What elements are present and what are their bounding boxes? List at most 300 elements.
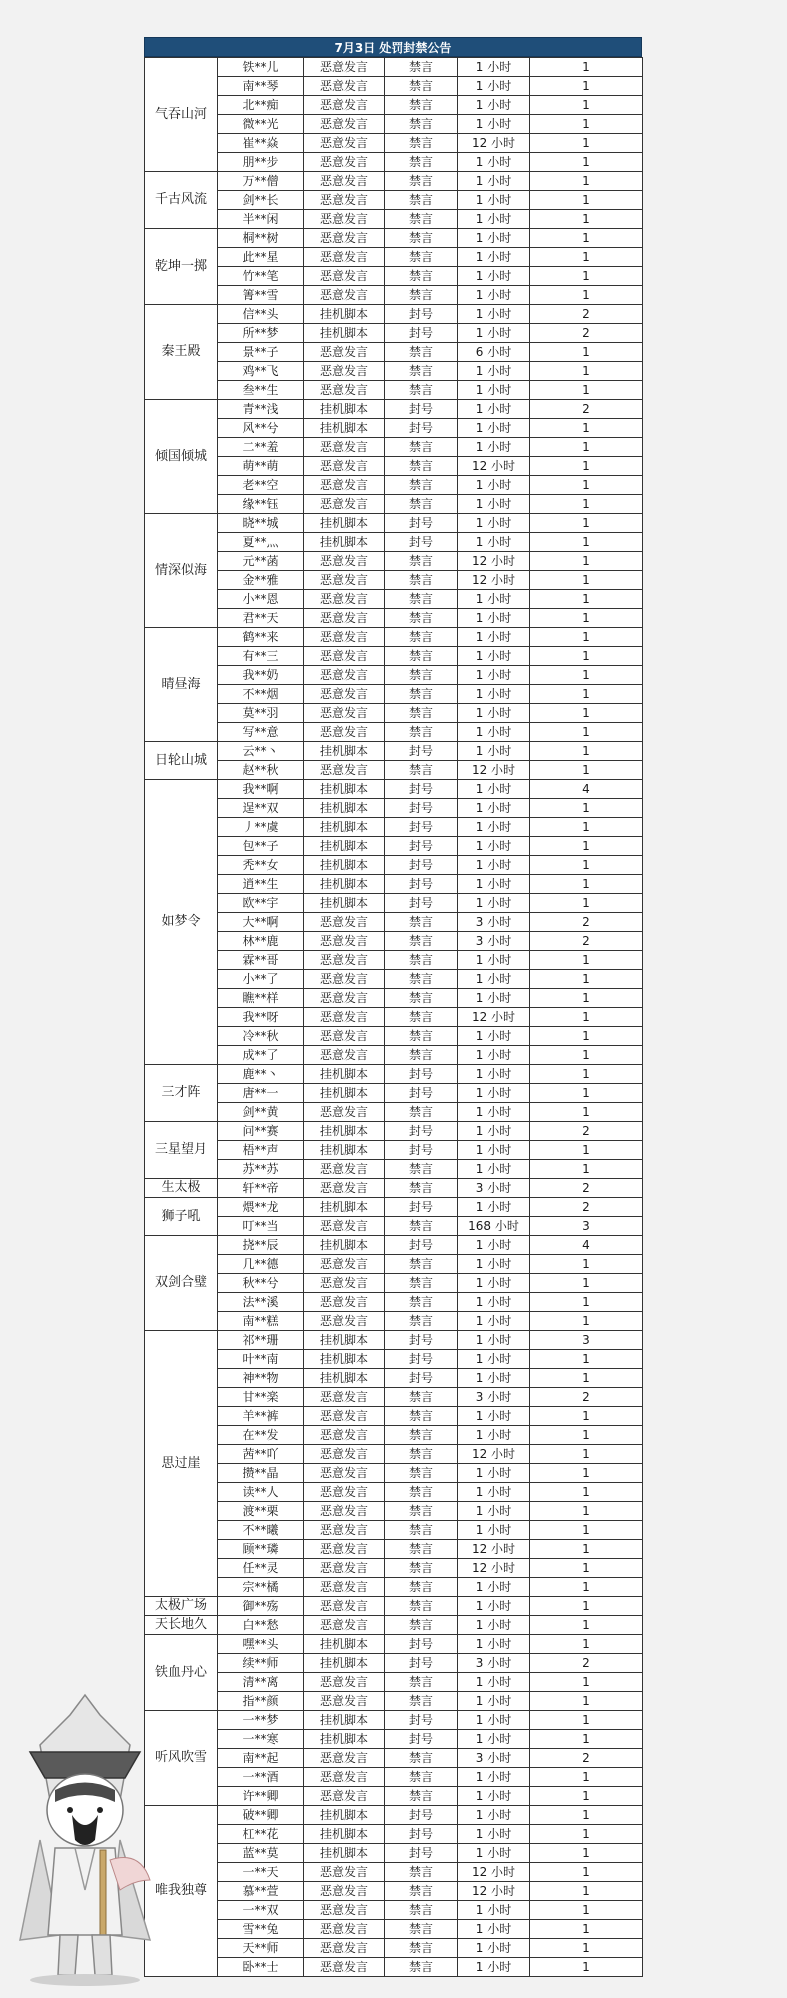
cell-count: 1 xyxy=(530,1464,643,1483)
cell-count: 2 xyxy=(530,932,643,951)
cell-penalty: 封号 xyxy=(385,1084,458,1103)
table-row xyxy=(145,1141,643,1160)
cell-reason: 挂机脚本 xyxy=(304,533,385,552)
cell-duration: 1 小时 xyxy=(458,1901,530,1920)
cell-duration: 1 小时 xyxy=(458,1635,530,1654)
cell-name: 鹿**丶 xyxy=(218,1065,304,1084)
cell-duration: 1 小时 xyxy=(458,1312,530,1331)
cell-name: 小**了 xyxy=(218,970,304,989)
cell-duration: 1 小时 xyxy=(458,1521,530,1540)
cell-count: 1 xyxy=(530,1692,643,1711)
server-name: 生太极 xyxy=(145,1179,218,1198)
cell-penalty: 封号 xyxy=(385,1350,458,1369)
server-name: 乾坤一掷 xyxy=(145,229,218,305)
table-row xyxy=(145,970,643,989)
cell-name: 叶**南 xyxy=(218,1350,304,1369)
cell-name: 竹**笔 xyxy=(218,267,304,286)
cell-duration: 1 小时 xyxy=(458,837,530,856)
cell-name: 此**星 xyxy=(218,248,304,267)
cell-name: 卧**士 xyxy=(218,1958,304,1977)
cell-penalty: 禁言 xyxy=(385,343,458,362)
table-row xyxy=(145,210,643,229)
cell-count: 1 xyxy=(530,191,643,210)
cell-penalty: 封号 xyxy=(385,837,458,856)
cell-penalty: 禁言 xyxy=(385,1958,458,1977)
cell-duration: 12 小时 xyxy=(458,1882,530,1901)
server-name: 思过崖 xyxy=(145,1331,218,1597)
cell-penalty: 禁言 xyxy=(385,1578,458,1597)
cell-reason: 恶意发言 xyxy=(304,970,385,989)
cell-penalty: 封号 xyxy=(385,742,458,761)
cell-reason: 恶意发言 xyxy=(304,134,385,153)
cell-duration: 1 小时 xyxy=(458,1768,530,1787)
cell-penalty: 禁言 xyxy=(385,989,458,1008)
cell-count: 1 xyxy=(530,495,643,514)
cell-penalty: 禁言 xyxy=(385,1445,458,1464)
cell-reason: 挂机脚本 xyxy=(304,799,385,818)
cell-name: 北**痴 xyxy=(218,96,304,115)
cell-duration: 1 小时 xyxy=(458,533,530,552)
cell-count: 1 xyxy=(530,533,643,552)
cell-reason: 恶意发言 xyxy=(304,476,385,495)
cell-duration: 12 小时 xyxy=(458,134,530,153)
cell-count: 1 xyxy=(530,1540,643,1559)
table-row xyxy=(145,951,643,970)
cell-name: 轩**帝 xyxy=(218,1179,304,1198)
cell-duration: 1 小时 xyxy=(458,286,530,305)
cell-name: 神**物 xyxy=(218,1369,304,1388)
table-row xyxy=(145,362,643,381)
cell-duration: 3 小时 xyxy=(458,932,530,951)
cell-count: 1 xyxy=(530,153,643,172)
cell-reason: 恶意发言 xyxy=(304,381,385,400)
cell-count: 1 xyxy=(530,1483,643,1502)
cell-count: 1 xyxy=(530,1046,643,1065)
cell-reason: 挂机脚本 xyxy=(304,780,385,799)
cell-count: 1 xyxy=(530,1445,643,1464)
cell-penalty: 禁言 xyxy=(385,1597,458,1616)
cell-penalty: 禁言 xyxy=(385,932,458,951)
cell-count: 1 xyxy=(530,286,643,305)
cell-name: 青**浅 xyxy=(218,400,304,419)
cell-penalty: 禁言 xyxy=(385,381,458,400)
cell-name: 许**卿 xyxy=(218,1787,304,1806)
cell-count: 1 xyxy=(530,685,643,704)
cell-duration: 3 小时 xyxy=(458,1179,530,1198)
cell-reason: 恶意发言 xyxy=(304,495,385,514)
cell-reason: 恶意发言 xyxy=(304,1521,385,1540)
cell-penalty: 封号 xyxy=(385,514,458,533)
cell-name: 南**琴 xyxy=(218,77,304,96)
cell-count: 1 xyxy=(530,210,643,229)
cell-reason: 恶意发言 xyxy=(304,1882,385,1901)
table-row xyxy=(145,1198,643,1217)
table-row xyxy=(145,875,643,894)
cell-penalty: 封号 xyxy=(385,894,458,913)
cell-name: 景**子 xyxy=(218,343,304,362)
cell-penalty: 禁言 xyxy=(385,1046,458,1065)
cell-reason: 恶意发言 xyxy=(304,267,385,286)
cell-count: 1 xyxy=(530,362,643,381)
cell-duration: 1 小时 xyxy=(458,495,530,514)
cell-reason: 恶意发言 xyxy=(304,1483,385,1502)
cell-count: 1 xyxy=(530,647,643,666)
table-row xyxy=(145,1578,643,1597)
cell-penalty: 禁言 xyxy=(385,1464,458,1483)
cell-duration: 1 小时 xyxy=(458,1236,530,1255)
server-name: 铁血丹心 xyxy=(145,1635,218,1711)
cell-count: 1 xyxy=(530,666,643,685)
cell-count: 1 xyxy=(530,628,643,647)
table-row xyxy=(145,989,643,1008)
cell-penalty: 封号 xyxy=(385,419,458,438)
cell-reason: 恶意发言 xyxy=(304,1179,385,1198)
cell-reason: 恶意发言 xyxy=(304,1008,385,1027)
cell-name: 我**奶 xyxy=(218,666,304,685)
cell-penalty: 禁言 xyxy=(385,1939,458,1958)
cell-count: 1 xyxy=(530,1844,643,1863)
cell-count: 1 xyxy=(530,58,643,77)
cell-duration: 3 小时 xyxy=(458,1388,530,1407)
table-row xyxy=(145,1749,643,1768)
cell-name: 桐**树 xyxy=(218,229,304,248)
table-row xyxy=(145,400,643,419)
cell-penalty: 禁言 xyxy=(385,1616,458,1635)
table-row xyxy=(145,1616,643,1635)
cell-duration: 1 小时 xyxy=(458,1787,530,1806)
cell-reason: 恶意发言 xyxy=(304,210,385,229)
table-row xyxy=(145,153,643,172)
cell-duration: 1 小时 xyxy=(458,1616,530,1635)
cell-count: 1 xyxy=(530,1597,643,1616)
table-row xyxy=(145,1160,643,1179)
table-row xyxy=(145,96,643,115)
cell-reason: 恶意发言 xyxy=(304,1768,385,1787)
cell-reason: 恶意发言 xyxy=(304,1103,385,1122)
table-row xyxy=(145,1293,643,1312)
cell-name: 崔**焱 xyxy=(218,134,304,153)
cell-name: 叮**当 xyxy=(218,1217,304,1236)
cell-count: 1 xyxy=(530,267,643,286)
cell-name: 清**离 xyxy=(218,1673,304,1692)
cell-count: 1 xyxy=(530,1806,643,1825)
cell-duration: 1 小时 xyxy=(458,628,530,647)
table-row xyxy=(145,1635,643,1654)
cell-penalty: 禁言 xyxy=(385,1027,458,1046)
cell-duration: 1 小时 xyxy=(458,191,530,210)
cell-name: 包**子 xyxy=(218,837,304,856)
cell-reason: 恶意发言 xyxy=(304,1502,385,1521)
cell-duration: 1 小时 xyxy=(458,153,530,172)
cell-duration: 1 小时 xyxy=(458,1692,530,1711)
cell-penalty: 封号 xyxy=(385,533,458,552)
cell-name: 元**菡 xyxy=(218,552,304,571)
cell-duration: 6 小时 xyxy=(458,343,530,362)
cell-duration: 1 小时 xyxy=(458,1255,530,1274)
cell-penalty: 封号 xyxy=(385,324,458,343)
cell-name: 晓**城 xyxy=(218,514,304,533)
cell-name: 瞧**样 xyxy=(218,989,304,1008)
cell-count: 2 xyxy=(530,1122,643,1141)
table-row xyxy=(145,1654,643,1673)
cell-penalty: 封号 xyxy=(385,799,458,818)
cell-reason: 挂机脚本 xyxy=(304,1711,385,1730)
cell-penalty: 禁言 xyxy=(385,970,458,989)
cell-count: 1 xyxy=(530,1103,643,1122)
cell-duration: 1 小时 xyxy=(458,1844,530,1863)
cell-penalty: 禁言 xyxy=(385,58,458,77)
cell-name: 在**发 xyxy=(218,1426,304,1445)
cell-reason: 恶意发言 xyxy=(304,1445,385,1464)
cell-duration: 1 小时 xyxy=(458,1122,530,1141)
cell-penalty: 禁言 xyxy=(385,1103,458,1122)
cell-reason: 恶意发言 xyxy=(304,248,385,267)
cell-name: 一**梦 xyxy=(218,1711,304,1730)
table-row xyxy=(145,1863,643,1882)
cell-duration: 1 小时 xyxy=(458,1939,530,1958)
cell-name: 鸡**飞 xyxy=(218,362,304,381)
table-row xyxy=(145,514,643,533)
cell-penalty: 禁言 xyxy=(385,1293,458,1312)
cell-duration: 1 小时 xyxy=(458,856,530,875)
table-row xyxy=(145,1825,643,1844)
cell-duration: 1 小时 xyxy=(458,1160,530,1179)
cell-reason: 恶意发言 xyxy=(304,1027,385,1046)
cell-penalty: 封号 xyxy=(385,400,458,419)
cell-count: 1 xyxy=(530,609,643,628)
cell-count: 2 xyxy=(530,400,643,419)
cell-duration: 1 小时 xyxy=(458,647,530,666)
cell-penalty: 禁言 xyxy=(385,1749,458,1768)
cell-name: 半**闲 xyxy=(218,210,304,229)
cell-penalty: 禁言 xyxy=(385,951,458,970)
cell-reason: 挂机脚本 xyxy=(304,1236,385,1255)
cell-penalty: 禁言 xyxy=(385,685,458,704)
cell-reason: 挂机脚本 xyxy=(304,400,385,419)
table-row xyxy=(145,1521,643,1540)
ban-notice xyxy=(144,37,642,1977)
cell-reason: 恶意发言 xyxy=(304,1692,385,1711)
table-row xyxy=(145,628,643,647)
cell-duration: 1 小时 xyxy=(458,58,530,77)
cell-duration: 1 小时 xyxy=(458,438,530,457)
cell-name: 萌**萌 xyxy=(218,457,304,476)
cell-reason: 挂机脚本 xyxy=(304,419,385,438)
cell-penalty: 禁言 xyxy=(385,457,458,476)
cell-count: 1 xyxy=(530,514,643,533)
cell-count: 1 xyxy=(530,1711,643,1730)
server-name: 双剑合璧 xyxy=(145,1236,218,1331)
cell-name: 剑**黄 xyxy=(218,1103,304,1122)
cell-duration: 1 小时 xyxy=(458,1825,530,1844)
server-name: 狮子吼 xyxy=(145,1198,218,1236)
cell-duration: 1 小时 xyxy=(458,1141,530,1160)
cell-count: 1 xyxy=(530,571,643,590)
cell-duration: 3 小时 xyxy=(458,1749,530,1768)
cell-count: 1 xyxy=(530,1673,643,1692)
cell-count: 1 xyxy=(530,1920,643,1939)
cell-name: 续**师 xyxy=(218,1654,304,1673)
cell-reason: 恶意发言 xyxy=(304,1293,385,1312)
cell-count: 1 xyxy=(530,1426,643,1445)
table-row xyxy=(145,1426,643,1445)
table-row xyxy=(145,894,643,913)
server-name: 气吞山河 xyxy=(145,58,218,172)
cell-duration: 1 小时 xyxy=(458,1502,530,1521)
cell-reason: 挂机脚本 xyxy=(304,1198,385,1217)
cell-penalty: 封号 xyxy=(385,1065,458,1084)
table-row xyxy=(145,248,643,267)
cell-penalty: 禁言 xyxy=(385,1559,458,1578)
cell-penalty: 禁言 xyxy=(385,96,458,115)
server-name: 太极广场 xyxy=(145,1597,218,1616)
cell-duration: 1 小时 xyxy=(458,1198,530,1217)
cell-count: 1 xyxy=(530,799,643,818)
cell-count: 1 xyxy=(530,1027,643,1046)
cell-reason: 恶意发言 xyxy=(304,1616,385,1635)
cell-name: 云**丶 xyxy=(218,742,304,761)
table-row xyxy=(145,77,643,96)
table-row xyxy=(145,1920,643,1939)
cell-duration: 1 小时 xyxy=(458,1597,530,1616)
cell-name: 缘**钰 xyxy=(218,495,304,514)
cell-count: 1 xyxy=(530,343,643,362)
cell-penalty: 禁言 xyxy=(385,1920,458,1939)
cell-penalty: 封号 xyxy=(385,1730,458,1749)
cell-count: 1 xyxy=(530,989,643,1008)
cell-name: 所**梦 xyxy=(218,324,304,343)
table-row xyxy=(145,172,643,191)
cell-name: 霖**哥 xyxy=(218,951,304,970)
table-row xyxy=(145,1692,643,1711)
cell-reason: 恶意发言 xyxy=(304,1559,385,1578)
cell-reason: 挂机脚本 xyxy=(304,1654,385,1673)
cell-reason: 挂机脚本 xyxy=(304,1141,385,1160)
table-row xyxy=(145,58,643,77)
table-row xyxy=(145,1939,643,1958)
cell-count: 1 xyxy=(530,248,643,267)
cell-count: 1 xyxy=(530,1559,643,1578)
cell-duration: 1 小时 xyxy=(458,1274,530,1293)
cell-reason: 挂机脚本 xyxy=(304,1369,385,1388)
cell-name: 铁**儿 xyxy=(218,58,304,77)
table-row xyxy=(145,1806,643,1825)
cell-count: 1 xyxy=(530,590,643,609)
cell-penalty: 禁言 xyxy=(385,286,458,305)
table-row xyxy=(145,1673,643,1692)
cell-penalty: 禁言 xyxy=(385,438,458,457)
table-row xyxy=(145,1464,643,1483)
server-name: 日轮山城 xyxy=(145,742,218,780)
cell-penalty: 禁言 xyxy=(385,1882,458,1901)
cell-name: 二**羞 xyxy=(218,438,304,457)
table-row xyxy=(145,1958,643,1977)
cell-count: 1 xyxy=(530,1065,643,1084)
cell-name: 祁**珊 xyxy=(218,1331,304,1350)
cell-count: 1 xyxy=(530,1274,643,1293)
cell-name: 微**光 xyxy=(218,115,304,134)
table-row xyxy=(145,286,643,305)
cell-count: 1 xyxy=(530,381,643,400)
cell-penalty: 禁言 xyxy=(385,1160,458,1179)
table-row xyxy=(145,1768,643,1787)
table-row xyxy=(145,1046,643,1065)
cell-penalty: 封号 xyxy=(385,1844,458,1863)
cell-name: 不**曦 xyxy=(218,1521,304,1540)
table-row xyxy=(145,1711,643,1730)
cell-reason: 恶意发言 xyxy=(304,704,385,723)
cell-penalty: 禁言 xyxy=(385,191,458,210)
cell-reason: 恶意发言 xyxy=(304,1540,385,1559)
cell-duration: 1 小时 xyxy=(458,723,530,742)
cell-duration: 3 小时 xyxy=(458,913,530,932)
cell-penalty: 封号 xyxy=(385,1236,458,1255)
cell-name: 有**三 xyxy=(218,647,304,666)
chibi-warrior-icon xyxy=(0,1690,170,1990)
cell-penalty: 封号 xyxy=(385,1806,458,1825)
cell-duration: 1 小时 xyxy=(458,1806,530,1825)
cell-name: 林**鹿 xyxy=(218,932,304,951)
cell-name: 宗**橘 xyxy=(218,1578,304,1597)
cell-penalty: 禁言 xyxy=(385,134,458,153)
cell-name: 不**烟 xyxy=(218,685,304,704)
cell-reason: 恶意发言 xyxy=(304,1787,385,1806)
cell-penalty: 禁言 xyxy=(385,1388,458,1407)
cell-duration: 1 小时 xyxy=(458,1483,530,1502)
cell-penalty: 禁言 xyxy=(385,476,458,495)
table-row xyxy=(145,1369,643,1388)
cell-count: 1 xyxy=(530,1882,643,1901)
table-row xyxy=(145,856,643,875)
cell-duration: 1 小时 xyxy=(458,1027,530,1046)
table-row xyxy=(145,267,643,286)
cell-duration: 1 小时 xyxy=(458,1084,530,1103)
cell-name: 一**酒 xyxy=(218,1768,304,1787)
cell-penalty: 禁言 xyxy=(385,77,458,96)
cell-reason: 挂机脚本 xyxy=(304,1635,385,1654)
table-row xyxy=(145,1388,643,1407)
cell-duration: 1 小时 xyxy=(458,799,530,818)
cell-reason: 挂机脚本 xyxy=(304,1806,385,1825)
cell-name: 问**赛 xyxy=(218,1122,304,1141)
cell-name: 叁**生 xyxy=(218,381,304,400)
cell-duration: 1 小时 xyxy=(458,362,530,381)
cell-reason: 恶意发言 xyxy=(304,1749,385,1768)
cell-count: 1 xyxy=(530,970,643,989)
table-row xyxy=(145,1236,643,1255)
cell-reason: 恶意发言 xyxy=(304,1388,385,1407)
cell-reason: 恶意发言 xyxy=(304,229,385,248)
server-name: 倾国倾城 xyxy=(145,400,218,514)
cell-penalty: 封号 xyxy=(385,1654,458,1673)
cell-count: 1 xyxy=(530,1502,643,1521)
table-row xyxy=(145,1407,643,1426)
table-row xyxy=(145,381,643,400)
cell-penalty: 封号 xyxy=(385,1369,458,1388)
table-row xyxy=(145,1274,643,1293)
cell-duration: 12 小时 xyxy=(458,1540,530,1559)
cell-reason: 恶意发言 xyxy=(304,457,385,476)
cell-count: 1 xyxy=(530,1730,643,1749)
table-row xyxy=(145,723,643,742)
cell-penalty: 封号 xyxy=(385,1141,458,1160)
table-row xyxy=(145,761,643,780)
cell-duration: 1 小时 xyxy=(458,1730,530,1749)
cell-name: 白**愁 xyxy=(218,1616,304,1635)
cell-reason: 挂机脚本 xyxy=(304,742,385,761)
cell-name: 一**寒 xyxy=(218,1730,304,1749)
cell-reason: 恶意发言 xyxy=(304,1274,385,1293)
